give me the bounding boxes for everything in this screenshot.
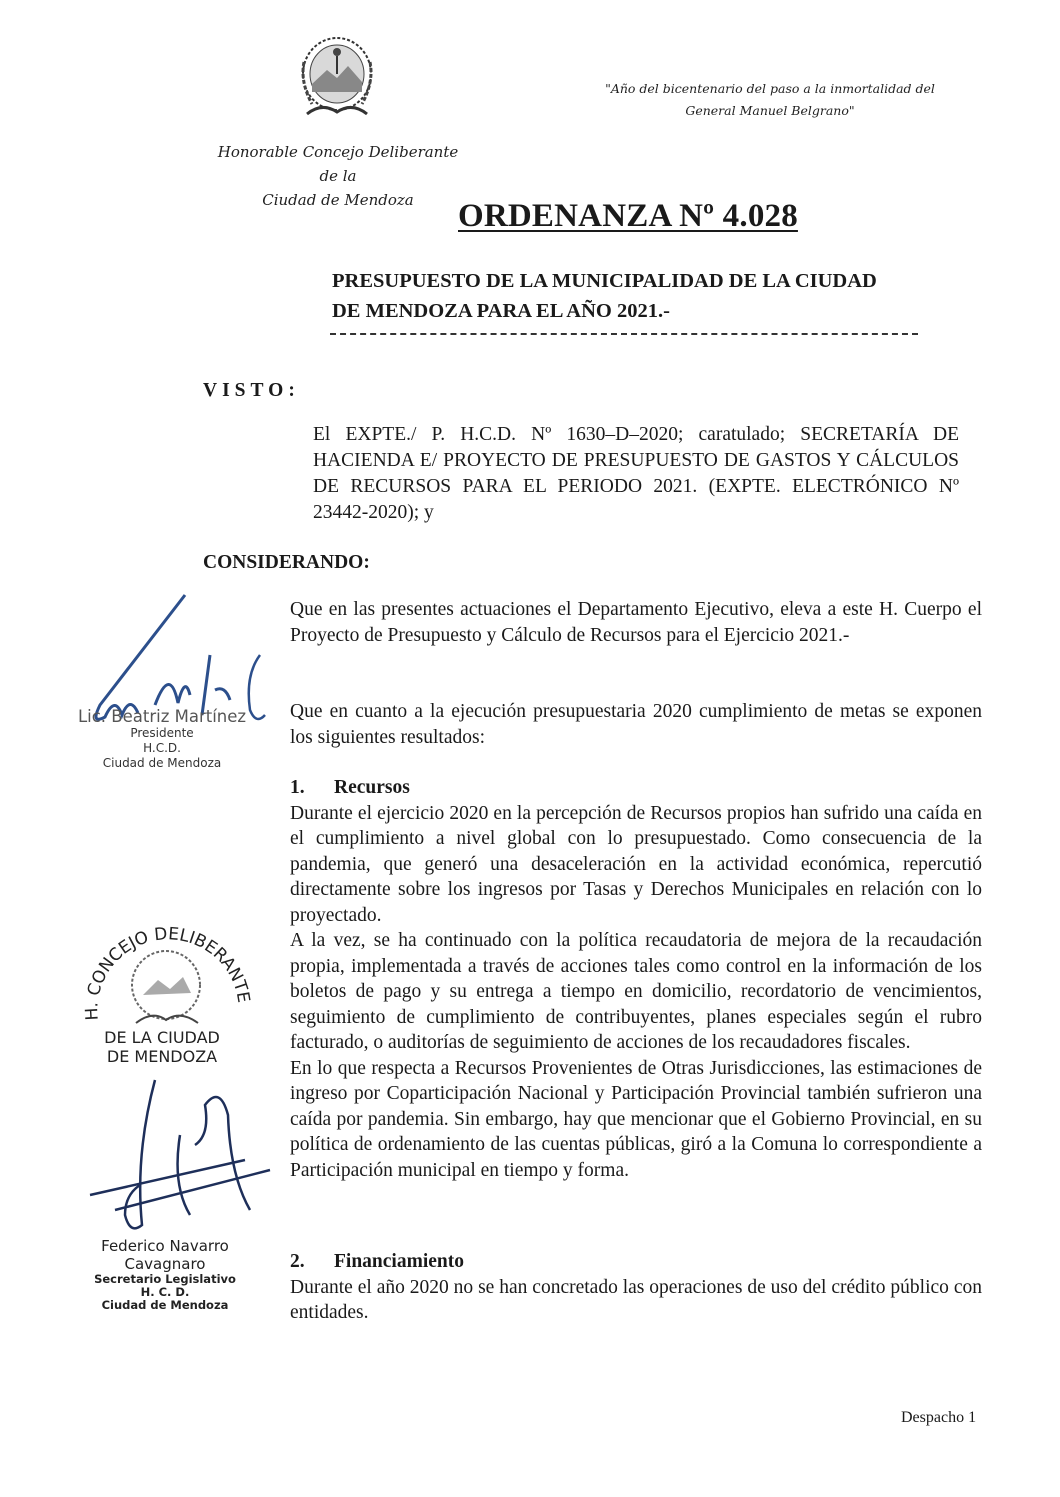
visto-heading: VISTO: [203, 380, 300, 401]
section-title: Recursos [334, 777, 410, 798]
section-heading-recursos [290, 775, 982, 801]
svg-text:H. CONCEJO DELIBERANTE [82, 924, 253, 1021]
secretary-name: Federico Navarro Cavagnaro [101, 1237, 229, 1273]
seal-caption [62, 1028, 262, 1066]
financiamiento-paragraph-1: Durante el año 2020 no se han concretado las operaciones de uso del crédito público con entidades. [290, 1276, 982, 1323]
subtitle-line-2: DE MENDOZA PARA EL AÑO 2021.- [332, 300, 670, 322]
section-financiamiento [290, 1249, 982, 1326]
considerando-paragraph-1: Que en las presentes actuaciones el Departamento Ejecutivo, eleva a este H. Cuerpo el Proyecto de Presupuesto y Cálculo de Recursos para el Ejercicio 2021.- [290, 599, 982, 646]
secretary-signature-block [60, 1237, 270, 1312]
dashed-divider [330, 333, 918, 335]
section-heading-financiamiento [290, 1249, 982, 1275]
page-footer-label: Despacho 1 [901, 1409, 977, 1426]
seal-line-1: DE LA CIUDAD [104, 1028, 220, 1047]
president-city: Ciudad de Mendoza [102, 756, 222, 770]
president-name: Lic. Beatriz Martínez [77, 707, 247, 726]
president-signature-block [62, 707, 262, 771]
recursos-paragraph-3: En lo que respecta a Recursos Provenientes de Otras Jurisdicciones, las estimaciones de ingreso por Coparticipación Nacional y Participación Provincial también sufrieron una caída por pandemia. Sin embargo, hay que mencionar que el Gobierno Provincial, en su política de ordenamiento de las cuentas públicas, giró a la Comuna lo correspondiente a Participación municipal en tiempo y forma. [290, 1057, 982, 1181]
president-role: Presidente [130, 726, 194, 740]
section-title: Financiamiento [334, 1251, 464, 1272]
letterhead-text [208, 140, 468, 212]
mendoza-coat-of-arms-icon [282, 22, 392, 132]
secretary-signature [80, 1075, 280, 1245]
subtitle-line-1: PRESUPUESTO DE LA MUNICIPALIDAD DE LA CIUDAD [332, 270, 877, 292]
secretary-role: Secretario Legislativo [94, 1272, 236, 1286]
section-number: 2. [290, 1251, 305, 1272]
recursos-paragraph-2: A la vez, se ha continuado con la política recaudatoria de mejora de la recaudación propia, implementada a través de acciones tales como control en la información de los boletos de pago y su entrega a tiempo en domicilio, recordatorio de vencimientos, seguimiento de cumplimiento de contribuyentes, planes especiales según el rubro facturado, o auditorías de seguimiento de acciones de los recaudadores fiscales. [290, 930, 982, 1053]
president-org: H.C.D. [143, 741, 181, 755]
visto-body: El EXPTE./ P. H.C.D. Nº 1630–D–2020; caratulado; SECRETARÍA DE HACIENDA E/ PROYECTO DE PRESUPUESTO DE GASTOS Y CÁLCULOS DE RECURSOS PARA EL PERIODO 2021. (EXPTE. ELECTRÓNICO Nº 23442-2020); y [313, 424, 959, 523]
secretary-city: Ciudad de Mendoza [101, 1298, 229, 1312]
ordinance-subtitle [332, 266, 952, 326]
seal-line-2: DE MENDOZA [106, 1047, 218, 1066]
year-motto [600, 78, 940, 122]
motto-line-1: "Año del bicentenario del paso a la inmortalidad del [605, 81, 935, 96]
letterhead-line-1: Honorable Concejo Deliberante de la [217, 143, 459, 185]
seal-arc-text: H. CONCEJO DELIBERANTE [82, 924, 254, 1021]
considerando-heading: CONSIDERANDO: [203, 552, 370, 573]
handwritten-signature-icon [80, 1075, 280, 1245]
secretary-org: H. C. D. [140, 1285, 190, 1299]
section-number: 1. [290, 777, 305, 798]
motto-line-2: General Manuel Belgrano" [685, 103, 855, 118]
considerando-paragraph-2: Que en cuanto a la ejecución presupuestaria 2020 cumplimiento de metas se exponen los siguientes resultados: [290, 701, 982, 748]
letterhead-line-2: Ciudad de Mendoza [262, 191, 414, 209]
section-recursos [290, 775, 982, 1183]
recursos-paragraph-1: Durante el ejercicio 2020 en la percepción de Recursos propios han sufrido una caída en el cumplimiento a nivel global con lo presupuestado. Como consecuencia de la pandemia, que generó una desaceleración en la actividad económica, repercutió directamente sobre los ingresos por Tasas y Derechos Municipales en relación con lo proyectado. [290, 802, 982, 926]
coat-of-arms-emblem [282, 22, 392, 132]
ordinance-title: ORDENANZA Nº 4.028 [458, 198, 798, 234]
